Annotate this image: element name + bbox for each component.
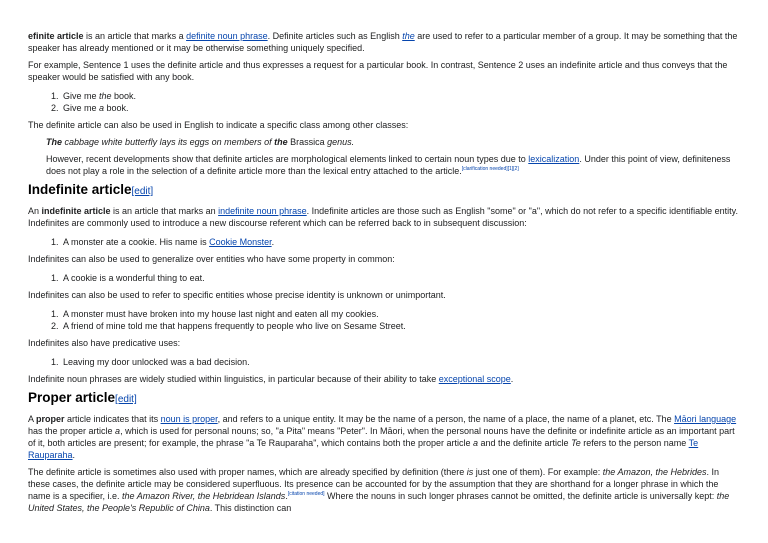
text: , and refers to a unique entity. It may be the name of a person, the name of a place, the name of a planet, etc. The [217, 414, 675, 424]
text: A monster ate a cookie. His name is [63, 237, 210, 247]
italic-text: the United States, the People's Republic of China [28, 491, 730, 513]
link-the-text: the [402, 31, 415, 41]
text: The definite article is sometimes also used with proper names, which are already specified by definition (there [28, 467, 467, 477]
text: An [28, 206, 42, 216]
heading-text: Indefinite article [28, 182, 132, 197]
text: and the definite article [478, 438, 572, 448]
edit-link[interactable]: [edit] [115, 394, 137, 405]
link-exceptional-scope[interactable]: exceptional scope [438, 374, 511, 384]
heading-text: Proper article [28, 390, 116, 405]
text: is an article that marks an [110, 206, 219, 216]
section-heading-proper [28, 390, 740, 408]
proper-paragraph-1 [28, 413, 740, 461]
italic-text: the Amazon, the Hebrides [602, 467, 707, 477]
text: refers to the person name [580, 438, 689, 448]
indefinite-paragraph-4: Indefinites also have predicative uses: [28, 338, 181, 348]
text: . [271, 237, 275, 247]
text: has the proper article [28, 426, 116, 436]
italic-text: a [472, 438, 478, 448]
list-item: 1. A monster must have broken into my house last night and eaten all my cookies. [61, 308, 740, 320]
italic-text: a [99, 103, 105, 113]
text: book. [111, 91, 137, 101]
bold-italic-text: the [274, 137, 288, 147]
text: Where the nouns in such longer phrases cannot be omitted, the definite article is universally kept: [324, 491, 717, 501]
indefinite-paragraph-1 [28, 205, 740, 229]
text: A [28, 414, 37, 424]
text: Indefinite noun phrases are widely studied within linguistics, in particular because of their ability to take [28, 374, 439, 384]
bold-term: efinite article [28, 31, 84, 41]
text: . Definite articles such as English [267, 31, 403, 41]
indefinite-paragraph-3: Indefinites can also be used to refer to specific entities whose precise identity is unknown or unimportant. [28, 290, 446, 300]
text: . [510, 374, 514, 384]
text: , which is used for personal nouns; so, "a Pita" means "Peter". In Māori, when the personal nouns have the definite or indefinite article as an important part of it, both articles are present; for example, the phrase "a Te Rauparaha", which contains both the proper article [28, 426, 735, 448]
list-item [61, 102, 740, 114]
bold-term: indefinite article [41, 206, 111, 216]
intro-paragraph-1 [28, 30, 740, 54]
list-item: 1. Leaving my door unlocked was a bad decision. [61, 356, 740, 368]
list-item [61, 236, 740, 248]
text: are used to refer to a particular member of a group. It may be something that the speaker has already mentioned or it may be otherwise something uniquely specified. [28, 31, 738, 53]
intro-paragraph-3: The definite article can also be used in English to indicate a specific class among other classes: [28, 120, 409, 130]
bold-italic-text: The [46, 137, 63, 147]
example-list [28, 356, 740, 368]
text: Give me [63, 91, 100, 101]
example-quote [46, 136, 740, 148]
citation-link[interactable]: [citation needed] [287, 491, 325, 497]
text: . This distinction can [209, 503, 292, 513]
link-lexicalization[interactable]: lexicalization [528, 154, 580, 164]
italic-text: cabbage white butterfly lays its eggs on members of [62, 137, 275, 147]
link-maori-language[interactable]: Māori language [674, 414, 737, 424]
text: . In these cases, the definite article may be considered superfluous. Its presence can be accounted for by the assumption that they are shorthand for a longer phrase in which the name is a specifier, i.e. [28, 467, 720, 501]
link-te-rauparaha[interactable]: Te Rauparaha [28, 438, 699, 460]
intro-paragraph-4 [46, 153, 740, 177]
intro-paragraph-2: For example, Sentence 1 uses the definite article and thus expresses a request for a particular book. In contrast, Sentence 2 uses an indefinite article and thus conveys that the speaker would be satisfied with any book. [28, 60, 728, 82]
text: . [285, 491, 288, 501]
text: . [72, 450, 76, 460]
link-cookie-monster[interactable]: Cookie Monster [209, 237, 272, 247]
italic-text: a [115, 426, 121, 436]
italic-text: Te [571, 438, 581, 448]
text: article indicates that its [64, 414, 161, 424]
example-list [28, 272, 740, 284]
italic-text: is [466, 467, 474, 477]
bold-term: proper [36, 414, 65, 424]
text: . Under this point of view, definiteness does not play a role in the selection of a definite article more than the lexical entry attached to the article. [46, 154, 731, 176]
citation-link[interactable]: [clarification needed][1][2] [461, 166, 519, 172]
text: book. [104, 103, 129, 113]
list-item: 2. A friend of mine told me that happens frequently to people who live on Sesame Street. [61, 320, 740, 332]
section-heading-indefinite [28, 182, 740, 200]
link-noun-is-proper[interactable]: noun is proper [160, 414, 218, 424]
italic-text: the [99, 91, 112, 101]
list-item [61, 90, 740, 102]
link-the[interactable] [402, 31, 415, 41]
text: just one of them). For example: [473, 467, 603, 477]
text: . Indefinite articles are those such as English "some" or "a", which do not refer to a specific identifiable entity. Indefinites are commonly used to introduce a new discourse referent which can be referred back to in subsequent discussion: [28, 206, 739, 228]
text: Give me [63, 103, 100, 113]
italic-text: the Amazon River, the Hebridean Islands [122, 491, 286, 501]
indefinite-paragraph-5 [28, 373, 740, 385]
italic-text: genus. [327, 137, 355, 147]
edit-link[interactable]: [edit] [131, 186, 154, 197]
example-list [28, 236, 740, 248]
text: However, recent developments show that definite articles are morphological elements linked to certain noun types due to [46, 154, 529, 164]
text: is an article that marks a [83, 31, 187, 41]
indefinite-paragraph-2: Indefinites can also be used to generalize over entities who have some property in common: [28, 254, 395, 264]
example-sentence-list [28, 90, 740, 114]
proper-paragraph-2 [28, 466, 740, 514]
list-item: 1. A cookie is a wonderful thing to eat. [61, 272, 740, 284]
example-list [28, 308, 740, 332]
link-indefinite-noun-phrase[interactable]: indefinite noun phrase [218, 206, 307, 216]
link-definite-noun-phrase[interactable]: definite noun phrase [186, 31, 268, 41]
text: Brassica [287, 137, 328, 147]
